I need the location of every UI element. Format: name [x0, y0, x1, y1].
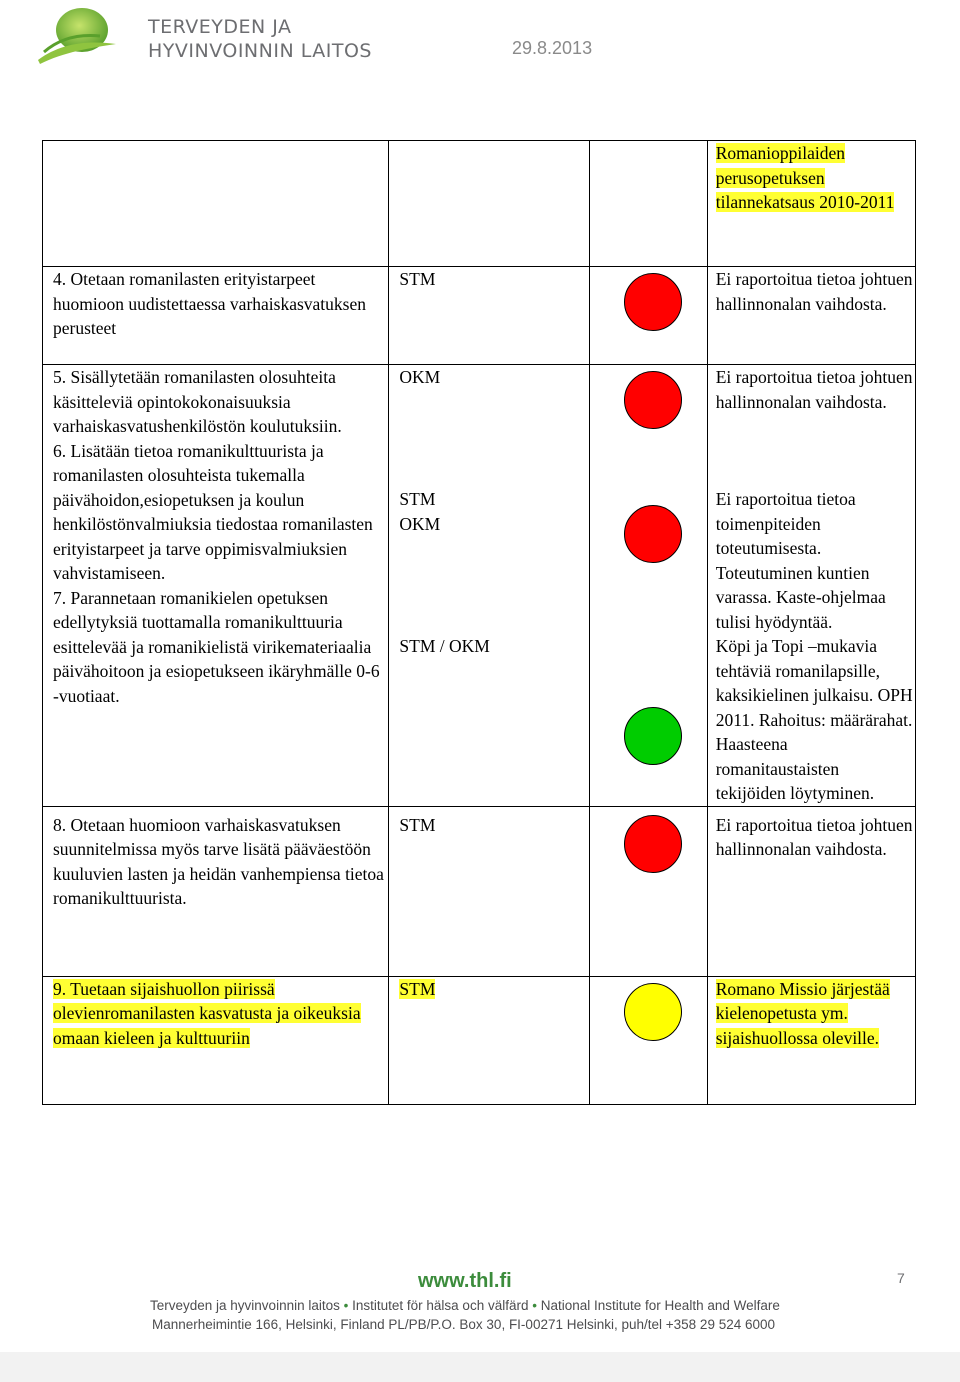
status-text: Köpi ja Topi –mukavia tehtäviä romanilapsille, kaksikielinen julkaisu. OPH 2011. Rahoitus: määrärahat. Haasteena romanitaustaisten tekijöiden löytyminen.: [715, 636, 913, 803]
header-cell-responsible: [389, 141, 589, 267]
header-cell-light: [589, 141, 707, 267]
goal-cell: [43, 267, 389, 365]
light-cell: [589, 267, 707, 365]
status-cell: [707, 806, 915, 976]
footer-line1: [150, 1298, 780, 1313]
status-column-title: Romanioppilaiden perusopetuksen tilannekatsaus 2010-2011: [715, 143, 895, 212]
responsible-cell: [389, 806, 589, 976]
page-bottom-band: [0, 1352, 960, 1382]
red-status-light: [624, 273, 682, 331]
red-status-light: [624, 505, 682, 563]
goal-text: 6. Lisätään tietoa romanikulttuurista ja romanilasten olosuhteista tukemalla päivähoidon,esiopetuksen ja koulun henkilöstönvalmiuksia tiedostaa romanilasten erityistarpeet ja tarve oppimisvalmiuksien vahvistamiseen.: [53, 440, 373, 583]
light-cell: [589, 976, 707, 1104]
header-cell-goal: [43, 141, 389, 267]
org-name-line1: TERVEYDEN JA: [148, 16, 292, 38]
goal-cell: [43, 365, 389, 807]
status-cell: [707, 267, 915, 365]
red-status-light: [624, 815, 682, 873]
status-text: Romano Missio järjestää kielenopetusta ym. sijaishuollossa oleville.: [715, 978, 890, 1048]
thl-leaf-icon: [30, 4, 120, 66]
responsible-cell: [389, 267, 589, 365]
footer-org-en: National Institute for Health and Welfare: [540, 1298, 780, 1313]
light-cell: [589, 806, 707, 976]
responsible-text: STM: [399, 269, 436, 289]
status-text: Ei raportoitua tietoa johtuen hallinnonalan vaihdosta.: [715, 367, 913, 412]
org-name-line2: HYVINVOINNIN LAITOS: [148, 40, 372, 62]
status-text: Ei raportoitua tietoa johtuen hallinnonalan vaihdosta.: [715, 814, 913, 859]
responsible-text: STM: [399, 489, 436, 509]
responsible-text: STM / OKM: [399, 635, 490, 656]
responsible-cell: [389, 976, 589, 1104]
header-date: 29.8.2013: [512, 38, 593, 58]
footer-org-sv: Institutet för hälsa och välfärd: [352, 1298, 529, 1313]
footer-address: Mannerheimintie 166, Helsinki, Finland PL/PB/P.O. Box 30, FI-00271 Helsinki, puh/tel +358 29 524 6000: [152, 1317, 776, 1332]
red-status-light: [624, 371, 682, 429]
status-cell: [707, 365, 915, 807]
header-cell-status: [707, 141, 915, 267]
goal-text: 9. Tuetaan sijaishuollon piirissä olevienromanilasten kasvatusta ja oikeuksia omaan kieleen ja kulttuuriin: [53, 978, 361, 1048]
responsible-text: STM: [399, 814, 436, 835]
responsible-text: OKM: [399, 513, 441, 534]
bullet-dot-icon: •: [343, 1298, 349, 1313]
status-text: Ei raportoitua tietoa toimenpiteiden toteutumisesta. Toteutuminen kuntien varassa. Kaste-ohjelmaa tulisi hyödyntää.: [715, 489, 886, 632]
thl-logo: [30, 4, 390, 66]
status-table: [42, 140, 916, 1105]
bullet-dot-icon: •: [532, 1298, 537, 1313]
table-row: [43, 267, 916, 365]
green-status-light: [624, 707, 682, 765]
goal-cell: [43, 976, 389, 1104]
table-header-row: [43, 141, 916, 267]
table-row: [43, 976, 916, 1104]
table-row: [43, 365, 916, 807]
light-cell: [589, 365, 707, 807]
goal-text: 8. Otetaan huomioon varhaiskasvatuksen suunnitelmissa myös tarve lisätä pääväestöön kuuluvien lasten ja heidän vanhempiensa tietoa romanikulttuurista.: [53, 814, 384, 908]
website-link[interactable]: www.thl.fi: [418, 1270, 512, 1292]
responsible-text: STM: [399, 978, 436, 999]
footer-org-fi: Terveyden ja hyvinvoinnin laitos: [150, 1298, 340, 1313]
page-number: 7: [897, 1270, 905, 1286]
status-text: Ei raportoitua tietoa johtuen hallinnonalan vaihdosta.: [715, 269, 913, 314]
goal-text: 4. Otetaan romanilasten erityistarpeet huomioon uudistettaessa varhaiskasvatuksen perusteet: [53, 269, 366, 338]
responsible-text: OKM: [399, 367, 441, 387]
goal-text: 7. Parannetaan romanikielen opetuksen edellytyksiä tuottamalla romanikulttuuria esittelevää ja romanikielistä virikemateriaalia päivähoitoon ja esiopetukseen ikäryhmälle 0-6 -vuotiaat.: [53, 587, 380, 706]
yellow-status-light: [624, 983, 682, 1041]
status-cell: [707, 976, 915, 1104]
table-row: [43, 806, 916, 976]
responsible-cell: [389, 365, 589, 807]
goal-cell: [43, 806, 389, 976]
goal-text: 5. Sisällytetään romanilasten olosuhteita käsitteleviä opintokokonaisuuksia varhaiskasvatushenkilöstön koulutuksiin.: [53, 367, 342, 436]
